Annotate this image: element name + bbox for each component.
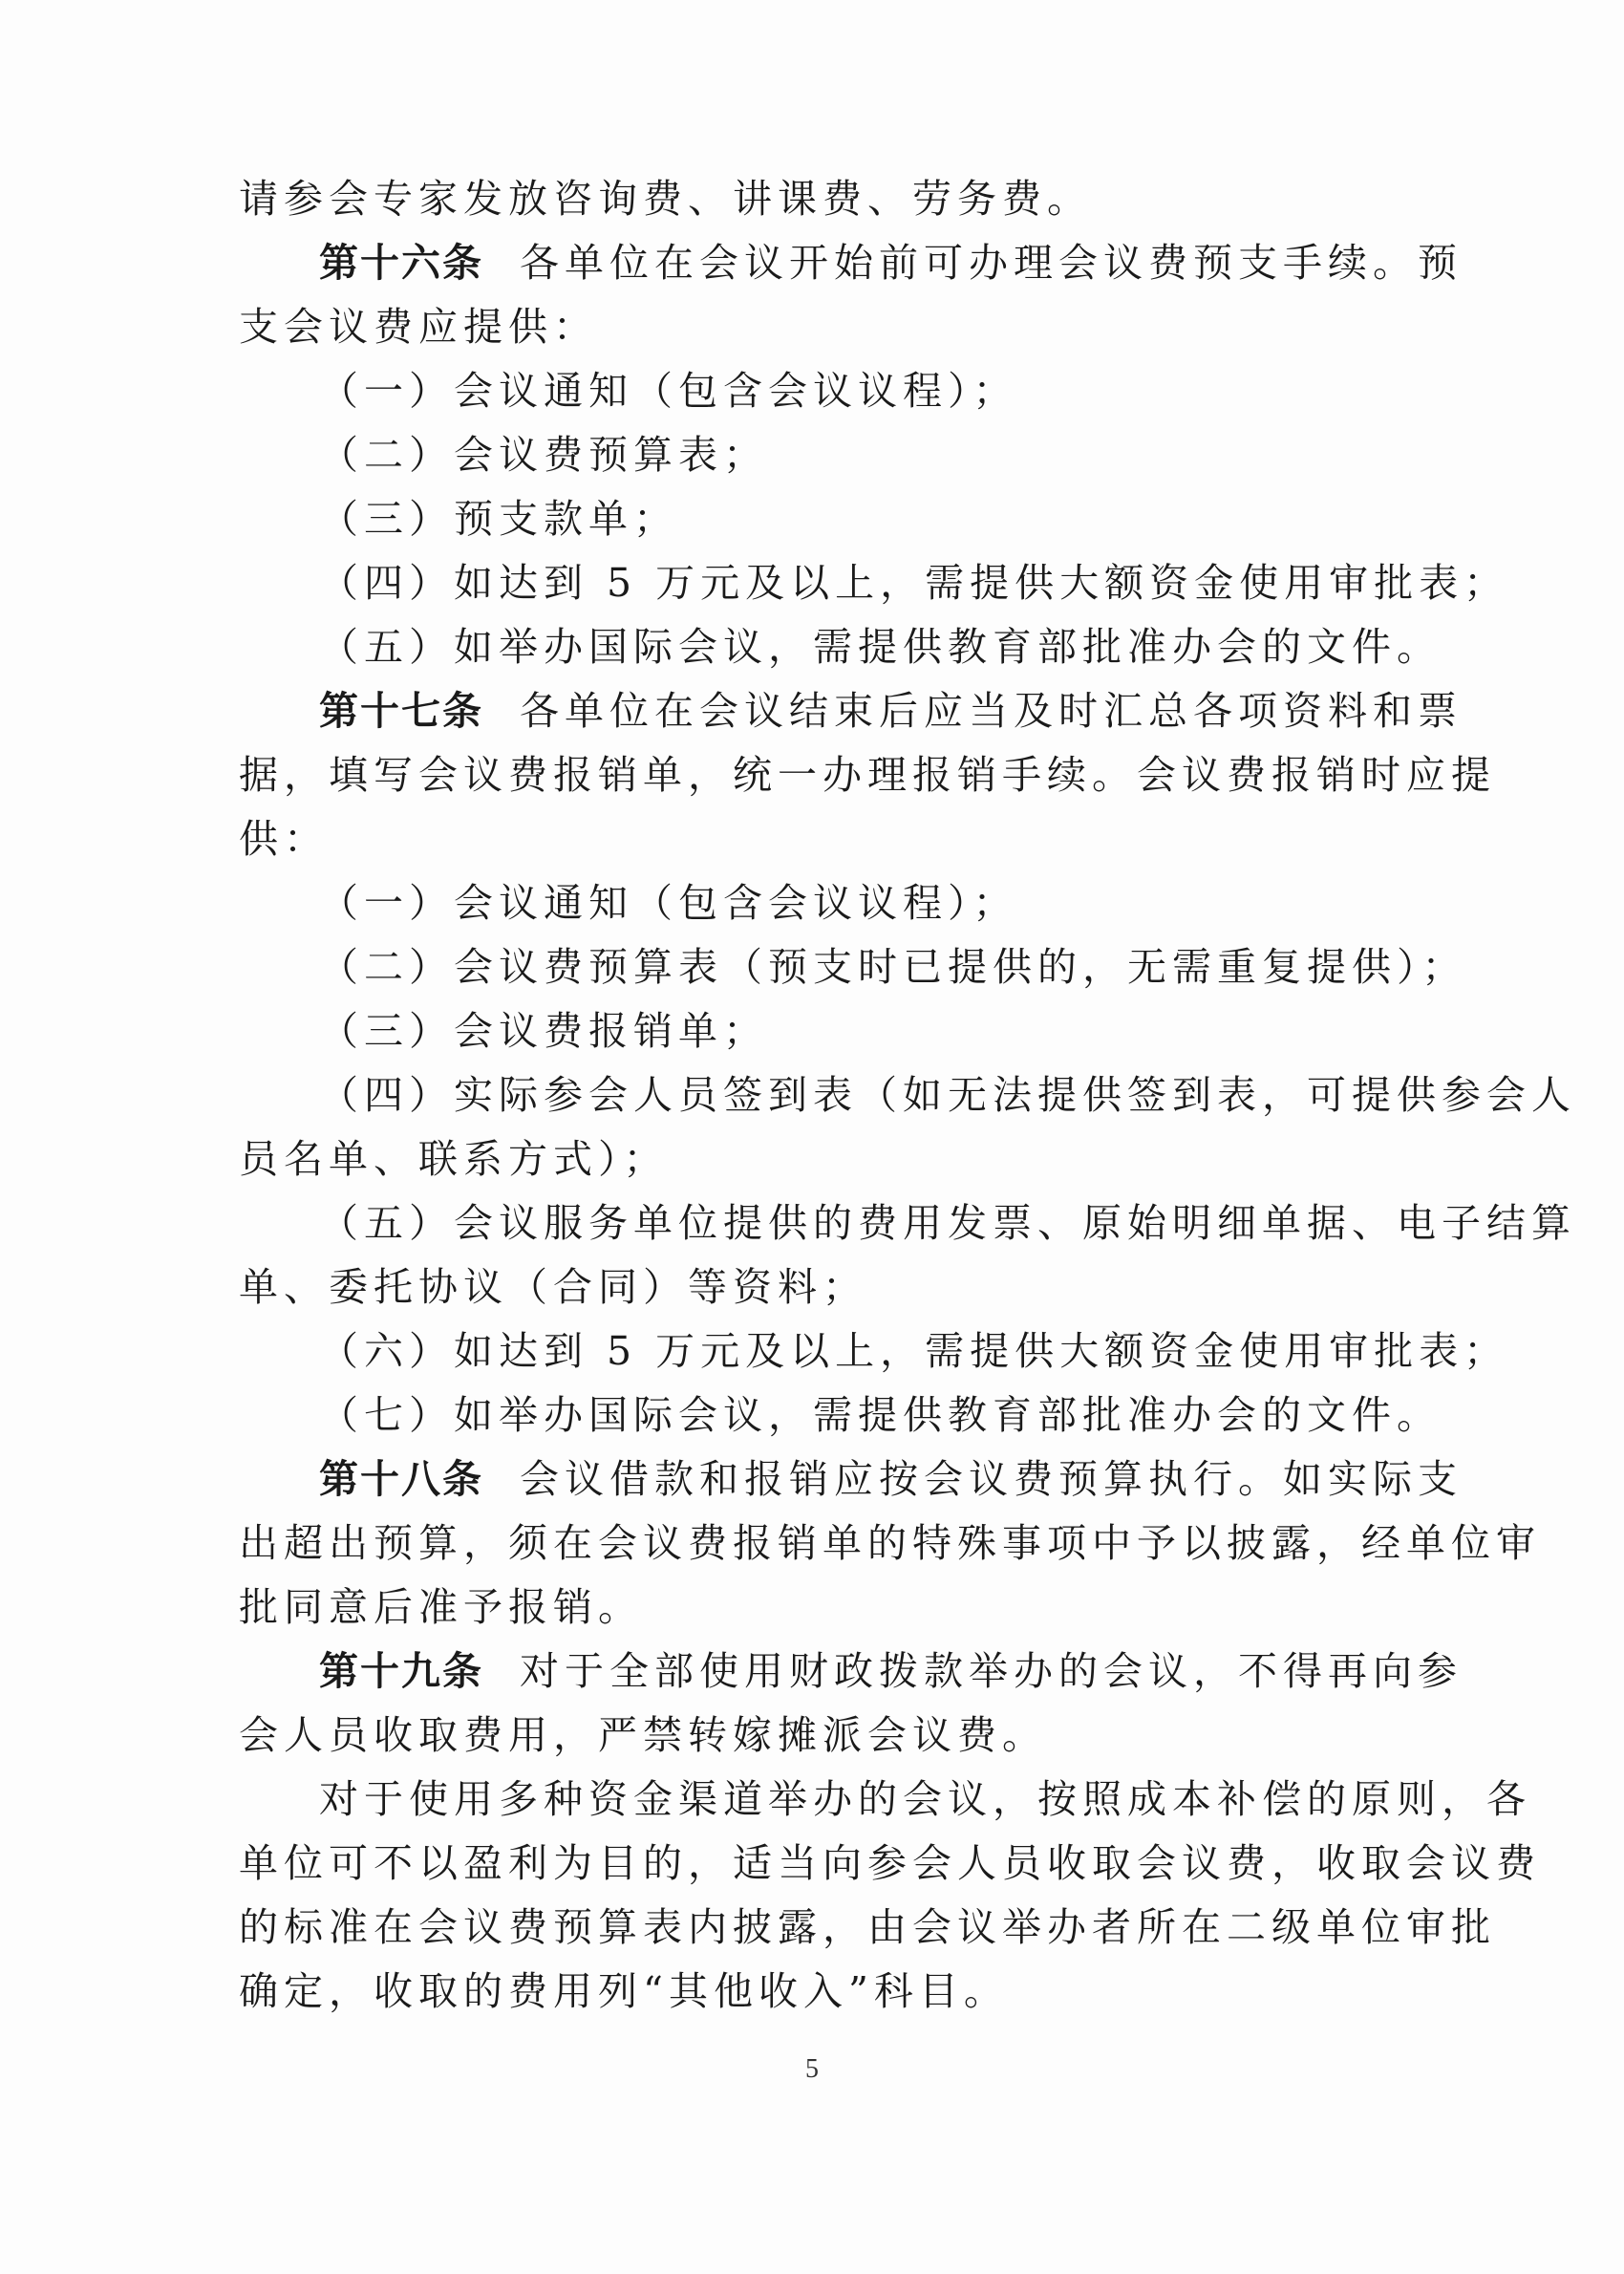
list-item: （七）如举办国际会议，需提供教育部批准办会的文件。 [319, 1392, 1442, 1438]
list-item: （四）实际参会人员签到表（如无法提供签到表，可提供参会人 [319, 1072, 1576, 1118]
article-19-line: 第十九条 对于全部使用财政拨款举办的会议，不得再向参 [319, 1648, 1463, 1694]
list-item: （一）会议通知（包含会议议程）； [319, 880, 1018, 926]
text-line: 单、委托协议（合同）等资料； [239, 1264, 867, 1310]
text-line: 员名单、联系方式）； [239, 1136, 669, 1182]
article-16-line: 第十六条 各单位在会议开始前可办理会议费预支手续。预 [319, 240, 1463, 286]
text-line: 出超出预算，须在会议费报销单的特殊事项中予以披露，经单位审 [239, 1520, 1541, 1566]
article-title: 第十八条 [319, 1456, 483, 1502]
list-item: （六）如达到 5 万元及以上，需提供大额资金使用审批表； [319, 1328, 1509, 1374]
document-body [239, 167, 1576, 2024]
article-title: 第十九条 [319, 1648, 483, 1694]
list-item: （四）如达到 5 万元及以上，需提供大额资金使用审批表； [319, 560, 1509, 606]
text-line: 请参会专家发放咨询费、讲课费、劳务费。 [239, 176, 1092, 222]
list-item: （二）会议费预算表（预支时已提供的，无需重复提供）； [319, 944, 1467, 990]
page-number: 5 [805, 2054, 819, 2084]
text-line: 会人员收取费用，严禁转嫁摊派会议费。 [239, 1712, 1047, 1758]
article-18-line: 第十八条 会议借款和报销应按会议费预算执行。如实际支 [319, 1456, 1463, 1502]
text-line: 单位可不以盈利为目的，适当向参会人员收取会议费，收取会议费 [239, 1840, 1541, 1886]
list-item: （五）如举办国际会议，需提供教育部批准办会的文件。 [319, 624, 1442, 670]
paragraph-line: 对于使用多种资金渠道举办的会议，按照成本补偿的原则，各 [319, 1776, 1531, 1822]
article-17-line: 第十七条 各单位在会议结束后应当及时汇总各项资料和票 [319, 688, 1463, 734]
text-line: 的标准在会议费预算表内披露，由会议举办者所在二级单位审批 [239, 1904, 1496, 1950]
list-item: （一）会议通知（包含会议议程）； [319, 368, 1018, 414]
text-line: 批同意后准予报销。 [239, 1584, 643, 1630]
article-title: 第十七条 [319, 688, 483, 734]
list-item: （三）预支款单； [319, 496, 678, 542]
article-title: 第十六条 [319, 240, 483, 286]
text-line: 据，填写会议费报销单，统一办理报销手续。会议费报销时应提 [239, 752, 1496, 798]
list-item: （五）会议服务单位提供的费用发票、原始明细单据、电子结算 [319, 1200, 1576, 1246]
text-line: 供： [239, 816, 329, 862]
list-item: （二）会议费预算表； [319, 432, 768, 478]
text-line: 支会议费应提供： [239, 304, 598, 350]
list-item: （三）会议费报销单； [319, 1008, 768, 1054]
text-line: 确定，收取的费用列“其他收入”科目。 [239, 1968, 1009, 2014]
